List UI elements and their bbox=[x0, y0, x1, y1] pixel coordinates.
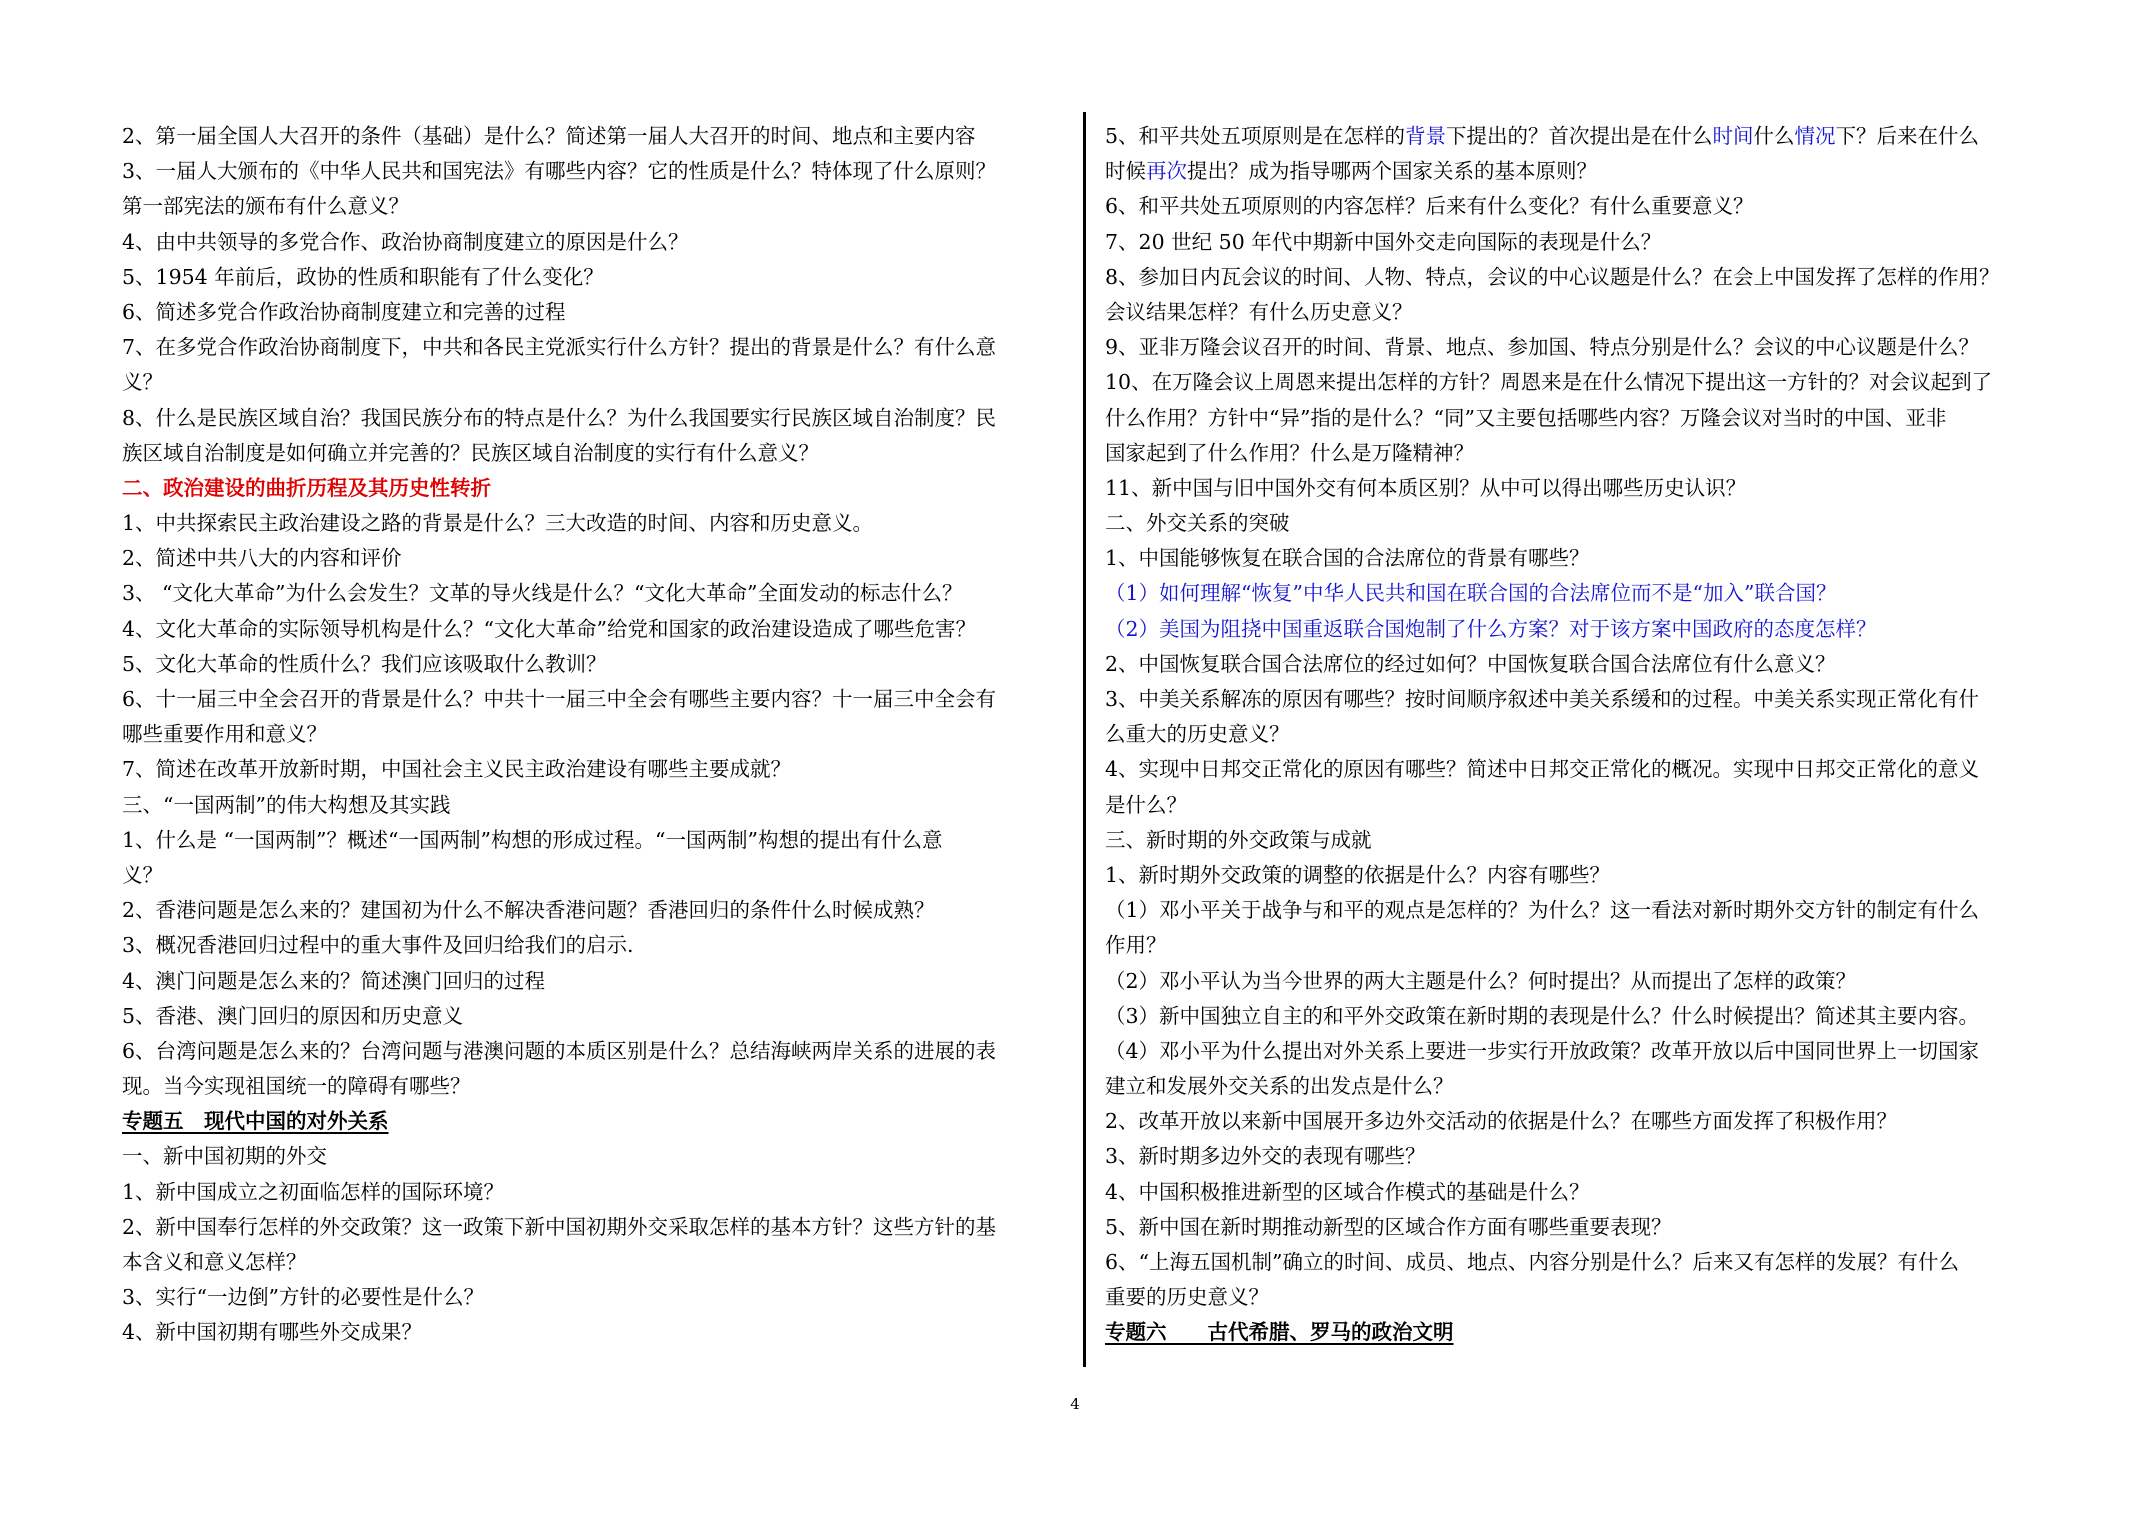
question-line: 7、在多党合作政治协商制度下，中共和各民主党派实行什么方针？提出的背景是什么？有什么意 bbox=[122, 335, 997, 360]
question-line bbox=[1105, 119, 2045, 154]
topic-heading-text: 专题五 现代中国的对外关系 bbox=[122, 1109, 389, 1134]
question-line: 作用？ bbox=[1105, 933, 1167, 958]
text-run: 下？后来在什么 bbox=[1835, 124, 1980, 148]
question-line: 2、改革开放以来新中国展开多边外交活动的依据是什么？在哪些方面发挥了积极作用？ bbox=[1105, 1109, 1898, 1134]
question-line: （2）邓小平认为当今世界的两大主题是什么？何时提出？从而提出了怎样的政策？ bbox=[1105, 968, 1857, 993]
question-line: 5、新中国在新时期推动新型的区域合作方面有哪些重要表现？ bbox=[1105, 1214, 1672, 1239]
question-line: 义？ bbox=[122, 862, 163, 887]
question-line bbox=[1105, 154, 2045, 189]
question-line: 4、新中国初期有哪些外交成果？ bbox=[122, 1320, 423, 1345]
topic-heading bbox=[122, 1104, 1062, 1139]
question-line: 10、在万隆会议上周恩来提出怎样的方针？周恩来是在什么情况下提出这一方针的？对会议起到了 bbox=[1105, 370, 1993, 395]
question-line: 5、香港、澳门回归的原因和历史意义 bbox=[122, 1003, 464, 1028]
question-line: 3、实行“一边倒”方针的必要性是什么？ bbox=[122, 1285, 485, 1310]
question-line: 义？ bbox=[122, 370, 163, 395]
question-line: 现。当今实现祖国统一的障碍有哪些？ bbox=[122, 1074, 471, 1099]
question-line: 3、新时期多边外交的表现有哪些？ bbox=[1105, 1144, 1426, 1169]
section-heading: 三、新时期的外交政策与成就 bbox=[1105, 827, 1372, 852]
page-number: 4 bbox=[1070, 1395, 1080, 1413]
question-line: 3、 “文化大革命”为什么会发生？文革的导火线是什么？“文化大革命”全面发动的标志什么？ bbox=[122, 581, 963, 606]
question-line: 重要的历史意义？ bbox=[1105, 1285, 1269, 1310]
question-line: 5、文化大革命的性质什么？我们应该吸取什么教训？ bbox=[122, 651, 607, 676]
highlight-text: 情况 bbox=[1794, 124, 1836, 148]
sub-question-blue: （1）如何理解“恢复”中华人民共和国在联合国的合法席位而不是“加入”联合国？ bbox=[1105, 581, 1837, 606]
topic-heading-text: 专题六 古代希腊、罗马的政治文明 bbox=[1105, 1320, 1454, 1345]
question-line: 4、澳门问题是怎么来的？简述澳门回归的过程 bbox=[122, 968, 546, 993]
question-line: 1、新时期外交政策的调整的依据是什么？内容有哪些？ bbox=[1105, 862, 1611, 887]
question-line: 3、一届人大颁布的《中华人民共和国宪法》有哪些内容？它的性质是什么？特体现了什么原则？ bbox=[122, 159, 997, 184]
question-line: 是什么？ bbox=[1105, 792, 1187, 817]
question-line: 本含义和意义怎样？ bbox=[122, 1250, 307, 1274]
question-line: 6、“上海五国机制”确立的时间、成员、地点、内容分别是什么？后来又有怎样的发展？有什么 bbox=[1105, 1250, 1960, 1274]
text-run: 提出？成为指导哪两个国家关系的基本原则？ bbox=[1187, 159, 1597, 184]
highlight-text: 背景 bbox=[1405, 124, 1447, 148]
question-line: 6、台湾问题是怎么来的？台湾问题与港澳问题的本质区别是什么？总结海峡两岸关系的进展的表 bbox=[122, 1038, 997, 1063]
question-line: 4、中国积极推进新型的区域合作模式的基础是什么？ bbox=[1105, 1179, 1590, 1204]
text-run: 什么 bbox=[1753, 124, 1795, 148]
question-line: （3）新中国独立自主的和平外交政策在新时期的表现是什么？什么时候提出？简述其主要内容。 bbox=[1105, 1003, 1980, 1028]
question-line: 1、新中国成立之初面临怎样的国际环境？ bbox=[122, 1179, 505, 1204]
question-line: 3、中美关系解冻的原因有哪些？按时间顺序叙述中美关系缓和的过程。中美关系实现正常化有什 bbox=[1105, 687, 1980, 711]
question-line: 建立和发展外交关系的出发点是什么？ bbox=[1105, 1074, 1454, 1099]
question-line: 11、新中国与旧中国外交有何本质区别？从中可以得出哪些历史认识？ bbox=[1105, 475, 1747, 500]
question-line: （4）邓小平为什么提出对外关系上要进一步实行开放政策？改革开放以后中国同世界上一切国家 bbox=[1105, 1038, 1980, 1063]
question-line: 5、1954 年前后，政协的性质和职能有了什么变化？ bbox=[122, 264, 604, 289]
text-run: 5、和平共处五项原则是在怎样的 bbox=[1105, 124, 1406, 148]
question-line: 么重大的历史意义？ bbox=[1105, 722, 1290, 747]
question-line: 6、十一届三中全会召开的背景是什么？中共十一届三中全会有哪些主要内容？十一届三中全会有 bbox=[122, 687, 997, 711]
question-line: 2、香港问题是怎么来的？建国初为什么不解决香港问题？香港回归的条件什么时候成熟？ bbox=[122, 898, 935, 923]
question-line: 9、亚非万隆会议召开的时间、背景、地点、参加国、特点分别是什么？会议的中心议题是什么？ bbox=[1105, 335, 1980, 360]
question-line: 1、中国能够恢复在联合国的合法席位的背景有哪些？ bbox=[1105, 546, 1590, 571]
highlight-text: 再次 bbox=[1146, 159, 1187, 184]
question-line: 族区域自治制度是如何确立并完善的？民族区域自治制度的实行有什么意义？ bbox=[122, 440, 819, 465]
section-heading: 二、外交关系的突破 bbox=[1105, 511, 1290, 536]
column-divider bbox=[1083, 112, 1086, 1367]
section-heading: 三、“一国两制”的伟大构想及其实践 bbox=[122, 792, 451, 817]
highlight-text: 时间 bbox=[1712, 124, 1754, 148]
text-run: 下提出的？首次提出是在什么 bbox=[1446, 124, 1713, 148]
question-line: 8、参加日内瓦会议的时间、人物、特点，会议的中心议题是什么？在会上中国发挥了怎样的作用？ bbox=[1105, 264, 2000, 289]
right-column bbox=[1105, 119, 2045, 1351]
left-column bbox=[122, 119, 1062, 1351]
question-line: 8、什么是民族区域自治？我国民族分布的特点是什么？为什么我国要实行民族区域自治制度？民 bbox=[122, 405, 997, 430]
question-line: 6、简述多党合作政治协商制度建立和完善的过程 bbox=[122, 299, 566, 324]
question-line: 2、简述中共八大的内容和评价 bbox=[122, 546, 402, 571]
question-line: 2、中国恢复联合国合法席位的经过如何？中国恢复联合国合法席位有什么意义？ bbox=[1105, 651, 1836, 676]
question-line: 2、新中国奉行怎样的外交政策？这一政策下新中国初期外交采取怎样的基本方针？这些方针的基 bbox=[122, 1214, 997, 1239]
question-line: 1、中共探索民主政治建设之路的背景是什么？三大改造的时间、内容和历史意义。 bbox=[122, 511, 874, 536]
question-line: （1）邓小平关于战争与和平的观点是怎样的？为什么？这一看法对新时期外交方针的制定有什么 bbox=[1105, 898, 1980, 923]
question-line: 3、概况香港回归过程中的重大事件及回归给我们的启示. bbox=[122, 933, 634, 958]
question-line: 第一部宪法的颁布有什么意义？ bbox=[122, 194, 409, 219]
sub-question-blue: （2）美国为阻挠中国重返联合国炮制了什么方案？对于该方案中国政府的态度怎样？ bbox=[1105, 616, 1877, 641]
question-line: 1、什么是 “一国两制”？概述“一国两制”构想的形成过程。“一国两制”构想的提出有什么意 bbox=[122, 827, 943, 852]
question-line: 2、第一届全国人大召开的条件（基础）是什么？简述第一届人大召开的时间、地点和主要内容 bbox=[122, 124, 976, 148]
question-line: 7、20 世纪 50 年代中期新中国外交走向国际的表现是什么？ bbox=[1105, 229, 1662, 254]
topic-heading bbox=[1105, 1315, 2045, 1350]
question-line: 6、和平共处五项原则的内容怎样？后来有什么变化？有什么重要意义？ bbox=[1105, 194, 1754, 219]
question-line: 7、简述在改革开放新时期，中国社会主义民主政治建设有哪些主要成就？ bbox=[122, 757, 792, 782]
section-heading-red: 二、政治建设的曲折历程及其历史性转折 bbox=[122, 475, 491, 500]
question-line: 什么作用？方针中“异”指的是什么？“同”又主要包括哪些内容？万隆会议对当时的中国、亚非 bbox=[1105, 405, 1947, 430]
section-heading: 一、新中国初期的外交 bbox=[122, 1144, 327, 1169]
question-line: 4、由中共领导的多党合作、政治协商制度建立的原因是什么？ bbox=[122, 229, 689, 254]
text-run: 时候 bbox=[1105, 159, 1146, 184]
question-line: 哪些重要作用和意义？ bbox=[122, 722, 327, 747]
question-line: 国家起到了什么作用？什么是万隆精神？ bbox=[1105, 440, 1474, 465]
question-line: 4、文化大革命的实际领导机构是什么？“文化大革命”给党和国家的政治建设造成了哪些危害？ bbox=[122, 616, 977, 641]
question-line: 会议结果怎样？有什么历史意义？ bbox=[1105, 299, 1413, 324]
question-line: 4、实现中日邦交正常化的原因有哪些？简述中日邦交正常化的概况。实现中日邦交正常化的意义 bbox=[1105, 757, 1980, 782]
